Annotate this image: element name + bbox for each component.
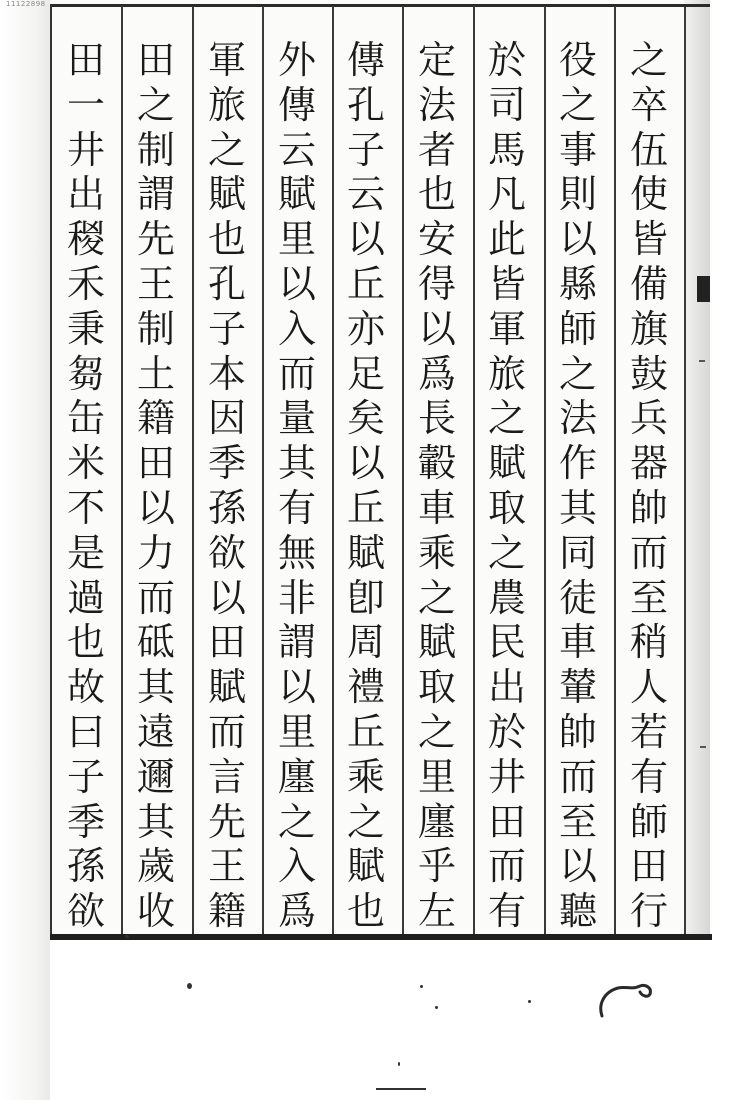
text-column	[333, 38, 399, 938]
text-glyph: 軍	[487, 306, 526, 351]
text-glyph: 入	[277, 306, 316, 351]
text-glyph: 以	[207, 575, 246, 620]
text-glyph: 聽	[558, 889, 597, 934]
text-column	[404, 38, 470, 938]
text-glyph: 器	[629, 441, 668, 486]
text-glyph: 籍	[136, 396, 175, 441]
text-glyph: 一	[66, 82, 105, 127]
text-glyph: 謂	[277, 620, 316, 665]
text-glyph: 事	[558, 127, 597, 172]
text-glyph: 賦	[277, 172, 316, 217]
text-glyph: 師	[629, 799, 668, 844]
text-glyph: 左	[417, 889, 456, 934]
text-glyph: 之	[417, 575, 456, 620]
text-glyph: 非	[277, 575, 316, 620]
text-glyph: 也	[66, 620, 105, 665]
text-glyph: 子	[346, 127, 385, 172]
text-glyph: 賦	[346, 844, 385, 889]
text-glyph: 有	[487, 889, 526, 934]
text-glyph: 不	[66, 485, 105, 530]
text-glyph: 鼓	[629, 351, 668, 396]
ink-speck	[420, 985, 423, 988]
fold-black-mark	[697, 276, 711, 302]
text-glyph: 卽	[346, 575, 385, 620]
text-glyph: 之	[487, 396, 526, 441]
text-glyph: 田	[66, 38, 105, 82]
text-glyph: 有	[277, 485, 316, 530]
text-glyph: 丘	[346, 709, 385, 754]
text-glyph: 云	[277, 127, 316, 172]
text-glyph: 旗	[629, 306, 668, 351]
text-glyph: 孔	[207, 261, 246, 306]
text-glyph: 欲	[66, 889, 105, 934]
text-glyph: 之	[417, 709, 456, 754]
text-glyph: 以	[558, 844, 597, 889]
text-glyph: 入	[277, 844, 316, 889]
fold-border-line	[684, 4, 686, 938]
text-glyph: 子	[66, 754, 105, 799]
text-glyph: 其	[277, 441, 316, 486]
text-glyph: 賦	[207, 172, 246, 217]
text-glyph: 兵	[629, 396, 668, 441]
text-glyph: 行	[629, 889, 668, 934]
text-glyph: 制	[136, 127, 175, 172]
text-glyph: 凡	[487, 172, 526, 217]
text-glyph: 作	[558, 441, 597, 486]
text-glyph: 以	[346, 217, 385, 262]
text-glyph: 司	[487, 82, 526, 127]
text-glyph: 卒	[629, 82, 668, 127]
text-glyph: 輦	[558, 665, 597, 710]
text-glyph: 是	[66, 530, 105, 575]
text-glyph: 轂	[417, 441, 456, 486]
text-glyph: 賦	[207, 665, 246, 710]
text-glyph: 而	[487, 844, 526, 889]
text-glyph: 其	[558, 485, 597, 530]
top-border-rule	[50, 4, 710, 7]
text-glyph: 言	[207, 754, 246, 799]
text-glyph: 謂	[136, 172, 175, 217]
text-glyph: 井	[487, 754, 526, 799]
text-glyph: 先	[207, 799, 246, 844]
ink-speck	[435, 1006, 438, 1009]
text-glyph: 而	[277, 351, 316, 396]
text-glyph: 於	[487, 38, 526, 82]
text-glyph: 砥	[136, 620, 175, 665]
text-glyph: 民	[487, 620, 526, 665]
text-glyph: 則	[558, 172, 597, 217]
text-glyph: 傳	[346, 38, 385, 82]
text-glyph: 丘	[346, 261, 385, 306]
text-glyph: 外	[277, 38, 316, 82]
text-glyph: 車	[558, 620, 597, 665]
text-glyph: 而	[558, 754, 597, 799]
text-glyph: 田	[136, 441, 175, 486]
text-glyph: 賦	[346, 530, 385, 575]
text-glyph: 使	[629, 172, 668, 217]
text-glyph: 伍	[629, 127, 668, 172]
text-glyph: 法	[558, 396, 597, 441]
text-glyph: 車	[417, 485, 456, 530]
text-glyph: 縣	[558, 261, 597, 306]
text-glyph: 里	[277, 709, 316, 754]
text-glyph: 井	[66, 127, 105, 172]
fold-tick-mark	[699, 360, 705, 362]
text-glyph: 之	[487, 530, 526, 575]
text-glyph: 禮	[346, 665, 385, 710]
text-glyph: 芻	[66, 351, 105, 396]
text-column	[616, 38, 682, 938]
text-glyph: 而	[629, 530, 668, 575]
text-glyph: 其	[136, 665, 175, 710]
text-glyph: 歲	[136, 844, 175, 889]
ink-speck	[187, 983, 192, 989]
text-glyph: 爲	[277, 889, 316, 934]
text-glyph: 以	[136, 485, 175, 530]
text-glyph: 子	[207, 306, 246, 351]
text-glyph: 禾	[66, 261, 105, 306]
text-glyph: 皆	[487, 261, 526, 306]
text-glyph: 於	[487, 709, 526, 754]
text-glyph: 過	[66, 575, 105, 620]
ink-speck	[398, 1062, 400, 1066]
text-glyph: 也	[207, 217, 246, 262]
text-glyph: 云	[346, 172, 385, 217]
text-glyph: 孫	[207, 485, 246, 530]
text-glyph: 土	[136, 351, 175, 396]
text-glyph: 備	[629, 261, 668, 306]
text-glyph: 法	[417, 82, 456, 127]
text-glyph: 制	[136, 306, 175, 351]
text-glyph: 此	[487, 217, 526, 262]
text-glyph: 役	[558, 38, 597, 82]
text-glyph: 徒	[558, 575, 597, 620]
text-glyph: 以	[277, 261, 316, 306]
text-glyph: 得	[417, 261, 456, 306]
text-glyph: 田	[136, 38, 175, 82]
text-glyph: 王	[207, 844, 246, 889]
text-glyph: 出	[66, 172, 105, 217]
text-glyph: 欲	[207, 530, 246, 575]
text-glyph: 定	[417, 38, 456, 82]
text-glyph: 孔	[346, 82, 385, 127]
text-glyph: 孫	[66, 844, 105, 889]
text-glyph: 以	[417, 306, 456, 351]
text-glyph: 邇	[136, 754, 175, 799]
ink-curl-mark	[596, 976, 656, 1020]
text-column	[545, 38, 611, 938]
text-glyph: 之	[207, 127, 246, 172]
text-glyph: 之	[558, 351, 597, 396]
text-glyph: 以	[558, 217, 597, 262]
text-column	[474, 38, 540, 938]
text-glyph: 至	[558, 799, 597, 844]
text-glyph: 而	[136, 575, 175, 620]
footer-rule	[376, 1088, 426, 1090]
text-glyph: 廛	[277, 754, 316, 799]
page-fold	[684, 0, 710, 940]
text-glyph: 王	[136, 261, 175, 306]
text-glyph: 秉	[66, 306, 105, 351]
text-glyph: 賦	[487, 441, 526, 486]
text-glyph: 收	[136, 889, 175, 934]
left-border-rule	[50, 4, 52, 940]
text-glyph: 有	[629, 754, 668, 799]
text-glyph: 者	[417, 127, 456, 172]
text-glyph: 之	[136, 82, 175, 127]
text-glyph: 之	[558, 82, 597, 127]
text-glyph: 取	[417, 665, 456, 710]
ink-speck	[125, 935, 129, 938]
text-glyph: 足	[346, 351, 385, 396]
text-glyph: 也	[346, 889, 385, 934]
text-glyph: 師	[558, 306, 597, 351]
text-glyph: 缶	[66, 396, 105, 441]
text-glyph: 以	[277, 665, 316, 710]
text-glyph: 先	[136, 217, 175, 262]
text-glyph: 亦	[346, 306, 385, 351]
text-glyph: 帥	[629, 485, 668, 530]
text-glyph: 同	[558, 530, 597, 575]
text-glyph: 里	[277, 217, 316, 262]
text-glyph: 乘	[417, 530, 456, 575]
text-glyph: 力	[136, 530, 175, 575]
text-glyph: 賦	[417, 620, 456, 665]
text-glyph: 皆	[629, 217, 668, 262]
text-glyph: 馬	[487, 127, 526, 172]
text-glyph: 田	[207, 620, 246, 665]
text-glyph: 量	[277, 396, 316, 441]
scan-id-label: 11122898	[6, 0, 46, 8]
text-glyph: 因	[207, 396, 246, 441]
text-glyph: 丘	[346, 485, 385, 530]
text-glyph: 矣	[346, 396, 385, 441]
text-glyph: 周	[346, 620, 385, 665]
text-glyph: 農	[487, 575, 526, 620]
text-column	[194, 38, 260, 938]
text-glyph: 籍	[207, 889, 246, 934]
text-glyph: 乎	[417, 844, 456, 889]
text-glyph: 其	[136, 799, 175, 844]
left-margin	[0, 0, 50, 1100]
text-glyph: 稯	[66, 217, 105, 262]
text-glyph: 旅	[487, 351, 526, 396]
text-glyph: 旅	[207, 82, 246, 127]
text-glyph: 也	[417, 172, 456, 217]
text-glyph: 爲	[417, 351, 456, 396]
text-glyph: 出	[487, 665, 526, 710]
text-glyph: 故	[66, 665, 105, 710]
lower-blank-margin	[50, 940, 712, 1100]
text-glyph: 至	[629, 575, 668, 620]
fold-tick-mark	[700, 746, 706, 748]
ink-speck	[528, 1000, 531, 1003]
text-glyph: 而	[207, 709, 246, 754]
text-glyph: 之	[277, 799, 316, 844]
text-glyph: 米	[66, 441, 105, 486]
text-glyph: 季	[207, 441, 246, 486]
text-glyph: 以	[346, 441, 385, 486]
text-glyph: 長	[417, 396, 456, 441]
text-glyph: 之	[629, 38, 668, 82]
text-glyph: 軍	[207, 38, 246, 82]
text-glyph: 取	[487, 485, 526, 530]
text-column	[53, 38, 119, 938]
text-glyph: 無	[277, 530, 316, 575]
text-glyph: 曰	[66, 709, 105, 754]
text-glyph: 廛	[417, 799, 456, 844]
text-column	[264, 38, 330, 938]
text-glyph: 田	[487, 799, 526, 844]
text-glyph: 安	[417, 217, 456, 262]
text-glyph: 稍	[629, 620, 668, 665]
text-column	[123, 38, 189, 938]
text-glyph: 之	[346, 799, 385, 844]
text-glyph: 人	[629, 665, 668, 710]
right-edge	[710, 0, 750, 1100]
text-glyph: 乘	[346, 754, 385, 799]
text-glyph: 里	[417, 754, 456, 799]
text-glyph: 遠	[136, 709, 175, 754]
text-glyph: 帥	[558, 709, 597, 754]
text-glyph: 田	[629, 844, 668, 889]
text-glyph: 若	[629, 709, 668, 754]
text-glyph: 季	[66, 799, 105, 844]
text-glyph: 傳	[277, 82, 316, 127]
text-glyph: 本	[207, 351, 246, 396]
